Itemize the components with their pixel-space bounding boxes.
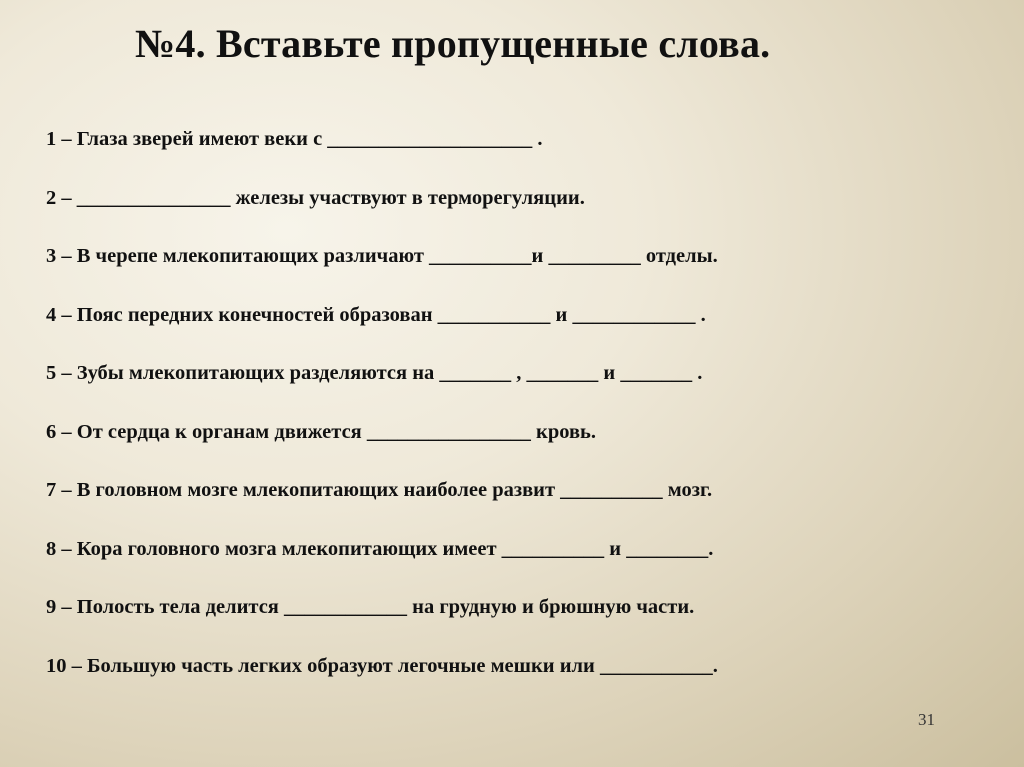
exercise-item-4: 4 – Пояс передних конечностей образован ___________ и ____________ . <box>46 303 706 326</box>
exercise-item-2: 2 – _______________ железы участвуют в терморегуляции. <box>46 186 585 209</box>
exercise-item-10: 10 – Большую часть легких образуют легочные мешки или ___________. <box>46 654 718 677</box>
exercise-item-6: 6 – От сердца к органам движется ________________ кровь. <box>46 420 597 443</box>
slide-title: №4. Вставьте пропущенные слова. <box>135 21 771 66</box>
exercise-item-9: 9 – Полость тела делится ____________ на грудную и брюшную части. <box>46 596 695 618</box>
exercise-item-8: 8 – Кора головного мозга млекопитающих имеет __________ и ________. <box>46 537 714 560</box>
page-number: 31 <box>918 710 935 729</box>
exercise-item-1: 1 – Глаза зверей имеют веки с ____________________ . <box>46 128 543 150</box>
exercise-item-3: 3 – В черепе млекопитающих различают __________и _________ отделы. <box>46 245 718 267</box>
exercise-item-7: 7 – В головном мозге млекопитающих наиболее развит __________ мозг. <box>46 479 713 501</box>
exercise-list <box>46 110 1006 695</box>
exercise-item-5: 5 – Зубы млекопитающих разделяются на _______ , _______ и _______ . <box>46 362 703 384</box>
